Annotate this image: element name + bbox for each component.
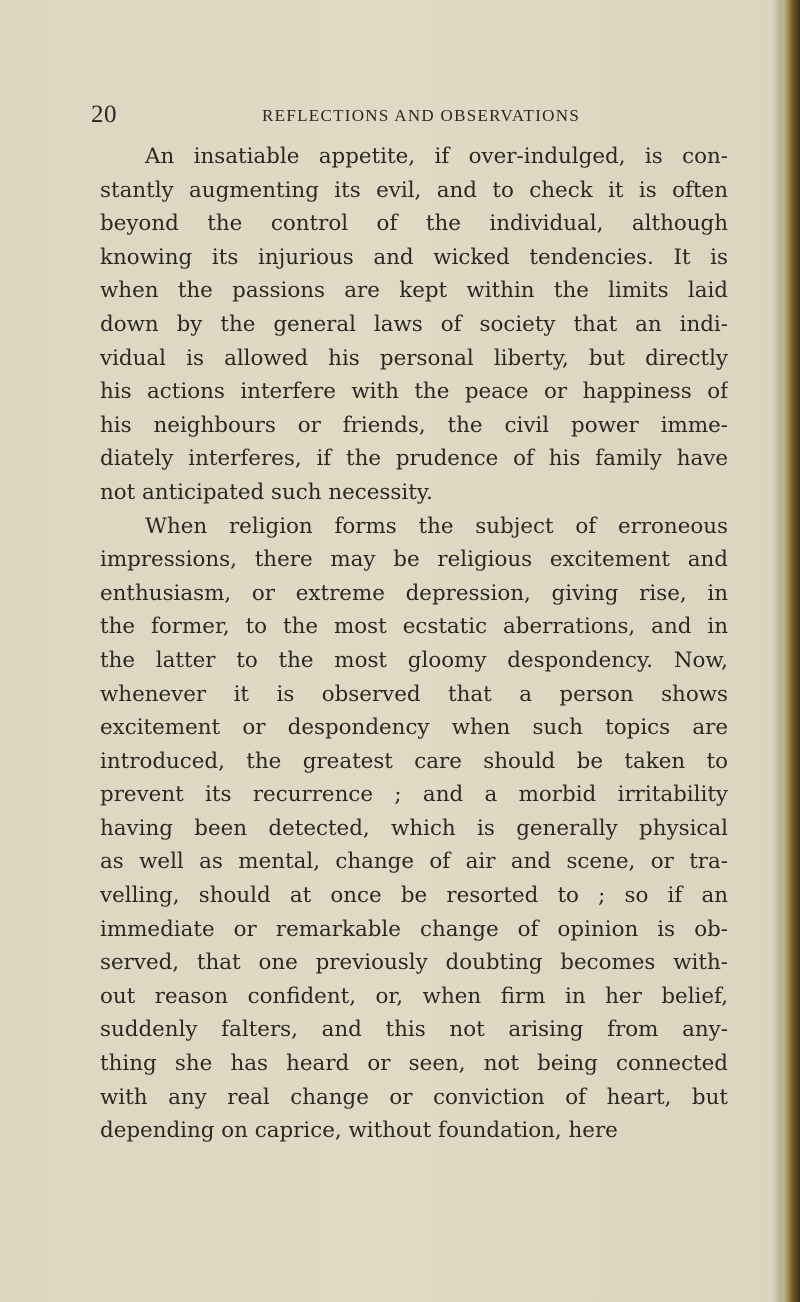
text-line: enthusiasm, or extreme depression, giving rise, in <box>100 580 728 606</box>
book-spine-edge <box>782 0 800 1302</box>
text-line: as well as mental, change of air and scene, or tra- <box>100 849 728 875</box>
text-line: out reason confident, or, when firm in her belief, <box>100 983 728 1009</box>
text-line: thing she has heard or seen, not being connected <box>100 1051 728 1077</box>
text-line: knowing its injurious and wicked tendencies. It is <box>100 244 728 270</box>
text-line: depending on caprice, without foundation, here <box>100 1118 618 1144</box>
text-line: immediate or remarkable change of opinion is ob- <box>100 916 728 942</box>
text-line: prevent its recurrence ; and a morbid irritability <box>100 782 728 808</box>
text-line: with any real change or conviction of heart, but <box>100 1084 728 1110</box>
text-line: when the passions are kept within the limits laid <box>100 278 728 304</box>
text-line: vidual is allowed his personal liberty, but directly <box>100 345 728 371</box>
running-head: REFLECTIONS AND OBSERVATIONS <box>262 106 581 125</box>
text-line: introduced, the greatest care should be taken to <box>100 748 728 774</box>
text-line: his actions interfere with the peace or happiness of <box>100 379 728 405</box>
text-line: down by the general laws of society that an indi- <box>100 311 728 337</box>
text-line: stantly augmenting its evil, and to check it is often <box>100 177 728 203</box>
text-line: excitement or despondency when such topics are <box>100 715 728 741</box>
text-line: his neighbours or friends, the civil power imme- <box>100 412 728 438</box>
text-line: whenever it is observed that a person shows <box>100 681 728 707</box>
text-line: beyond the control of the individual, although <box>100 211 728 237</box>
text-line: the former, to the most ecstatic aberrations, and in <box>100 614 728 640</box>
text-line: impressions, there may be religious excitement and <box>100 547 728 573</box>
text-line: An insatiable appetite, if over-indulged, is con- <box>145 144 728 169</box>
text-line: velling, should at once be resorted to ; so if an <box>100 883 728 909</box>
text-line: having been detected, which is generally physical <box>100 815 728 841</box>
text-line: diately interferes, if the prudence of his family have <box>100 446 728 472</box>
text-line: suddenly falters, and this not arising from any- <box>100 1017 728 1043</box>
text-line: not anticipated such necessity. <box>100 479 433 505</box>
text-line: served, that one previously doubting becomes with- <box>100 950 728 976</box>
page-number: 20 <box>91 101 117 128</box>
body-text <box>100 140 728 1148</box>
text-line: the latter to the most gloomy despondency. Now, <box>100 647 728 673</box>
page-header <box>0 100 782 130</box>
text-line: When religion forms the subject of erroneous <box>145 513 728 539</box>
page-fold-shadow <box>772 0 782 1302</box>
